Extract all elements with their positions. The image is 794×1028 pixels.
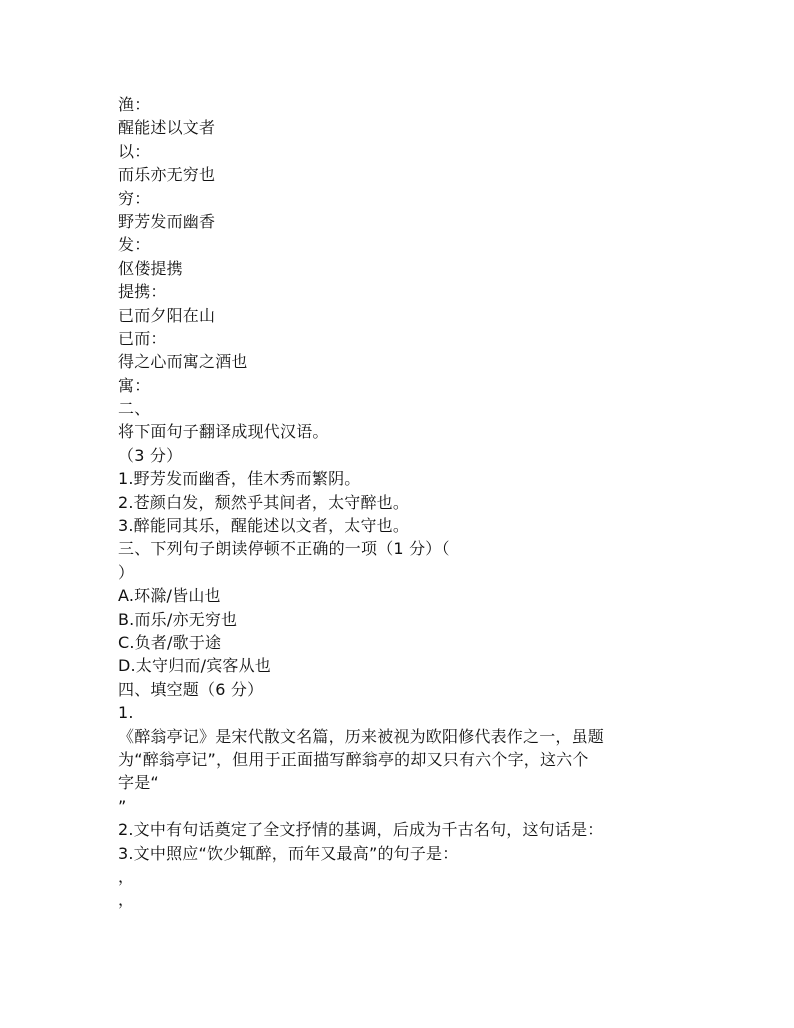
text-line: 已而夕阳在山 bbox=[118, 305, 216, 325]
question-item: 2.文中有句话奠定了全文抒情的基调，后成为千古名句，这句话是： bbox=[118, 820, 604, 840]
text-line: 得之心而寓之酒也 bbox=[118, 352, 248, 372]
question-item: 1.野芳发而幽香，佳木秀而繁阴。 bbox=[118, 469, 361, 489]
choice-option: D.太守归而/宾客从也 bbox=[118, 656, 271, 676]
choice-option: B.而乐/亦无穷也 bbox=[118, 609, 238, 629]
answer-bracket: ） bbox=[118, 562, 135, 582]
question-text: ” bbox=[118, 796, 127, 816]
text-line: 醒能述以文者 bbox=[118, 118, 216, 138]
text-line: 以： bbox=[118, 141, 151, 161]
choice-option: A.环滁/皆山也 bbox=[118, 586, 221, 606]
text-line: 伛偻提携 bbox=[118, 258, 183, 278]
score-label: （3 分） bbox=[118, 445, 183, 465]
answer-blank: ， bbox=[118, 890, 135, 910]
text-line: 发： bbox=[118, 235, 151, 255]
section-heading: 二、 bbox=[118, 399, 151, 419]
text-line: 野芳发而幽香 bbox=[118, 211, 216, 231]
answer-blank: ， bbox=[118, 866, 135, 886]
choice-option: C.负者/歌于途 bbox=[118, 632, 222, 652]
text-line: 寓： bbox=[118, 375, 151, 395]
text-line: 提携： bbox=[118, 282, 167, 302]
instruction-text: 将下面句子翻译成现代汉语。 bbox=[118, 422, 329, 442]
question-number: 1. bbox=[118, 703, 134, 723]
question-item: 2.苍颜白发，颓然乎其间者，太守醉也。 bbox=[118, 492, 410, 512]
question-text: 字是“ bbox=[118, 773, 159, 793]
question-item: 3.醉能同其乐，醒能述以文者，太守也。 bbox=[118, 516, 410, 536]
question-item: 3.文中照应“饮少辄醉，而年又最高”的句子是： bbox=[118, 843, 459, 863]
text-line: 穷： bbox=[118, 188, 151, 208]
text-line: 已而： bbox=[118, 328, 167, 348]
question-text: 为“醉翁亭记”，但用于正面描写醉翁亭的却又只有六个字，这六个 bbox=[118, 749, 589, 769]
section-heading: 三、下列句子朗读停顿不正确的一项（1 分）（ bbox=[118, 539, 450, 559]
text-line: 渔： bbox=[118, 95, 151, 114]
text-line: 而乐亦无穷也 bbox=[118, 165, 216, 185]
question-text: 《醉翁亭记》是宋代散文名篇，历来被视为欧阳修代表作之一，虽题 bbox=[118, 726, 605, 746]
section-heading: 四、填空题（6 分） bbox=[118, 679, 264, 699]
document-page bbox=[118, 93, 688, 912]
